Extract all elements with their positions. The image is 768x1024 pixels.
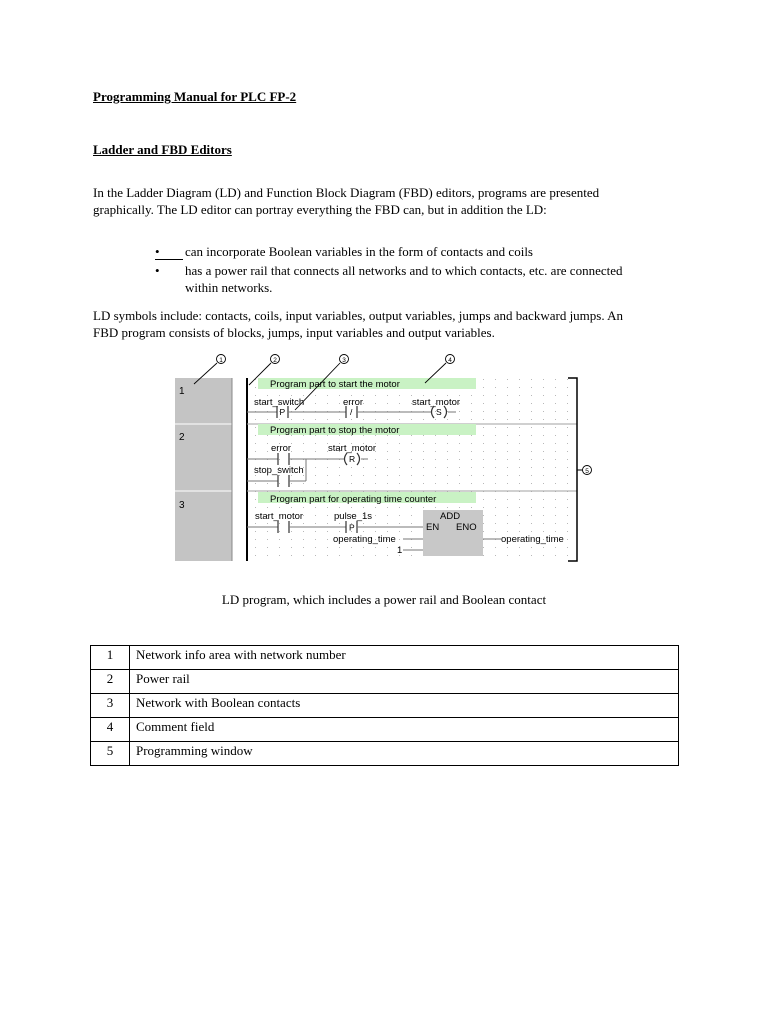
legend-table [90, 645, 679, 766]
table-row [91, 742, 679, 766]
symbols-line-1: LD symbols include: contacts, coils, input variables, output variables, jumps and backward jumps. An [93, 308, 624, 323]
document-title: Programming Manual for PLC FP-2 [93, 89, 297, 104]
intro-line-2: graphically. The LD editor can portray everything the FBD can, but in addition the LD: [93, 202, 547, 217]
table-row [91, 646, 679, 670]
variable-label: operating_time [333, 534, 396, 545]
legend-description: Comment field [130, 718, 679, 742]
legend-description: Network with Boolean contacts [130, 694, 679, 718]
network-number: 1 [179, 386, 185, 397]
callout-number: 1 [219, 356, 223, 364]
variable-label: pulse_1s [334, 511, 373, 522]
intro-line-1: In the Ladder Diagram (LD) and Function Block Diagram (FBD) editors, programs are presented [93, 185, 600, 200]
variable-label: start_switch [254, 397, 305, 408]
variable-label: 1 [397, 545, 403, 556]
variable-label: error [343, 397, 364, 408]
bullet-item: can incorporate Boolean variables in the form of contacts and coils [185, 244, 533, 259]
table-row [91, 718, 679, 742]
variable-label: start_motor [255, 511, 304, 522]
variable-label: operating_time [501, 534, 564, 545]
network-info-area [175, 378, 232, 561]
coil-symbol: R [349, 454, 356, 464]
legend-description: Power rail [130, 670, 679, 694]
table-row [91, 670, 679, 694]
callout-number: 5 [585, 467, 589, 475]
block-input: EN [426, 522, 440, 533]
bullet-icon: • [155, 263, 160, 278]
comment-text: Program part to start the motor [270, 379, 400, 390]
table-row [91, 694, 679, 718]
legend-number: 5 [91, 742, 130, 766]
legend-description: Network info area with network number [130, 646, 679, 670]
section-heading: Ladder and FBD Editors [93, 142, 232, 157]
callout-number: 2 [273, 356, 277, 364]
legend-number: 3 [91, 694, 130, 718]
callout-number: 3 [342, 356, 346, 364]
variable-label: error [271, 443, 292, 454]
block-name: ADD [440, 511, 461, 522]
bullet-item: has a power rail that connects all networks and to which contacts, etc. are connected [185, 263, 623, 278]
contact-symbol: / [350, 407, 353, 417]
legend-number: 1 [91, 646, 130, 670]
variable-label: start_motor [412, 397, 461, 408]
legend-description: Programming window [130, 742, 679, 766]
ld-diagram [150, 348, 610, 568]
variable-label: start_motor [328, 443, 377, 454]
comment-text: Program part to stop the motor [270, 425, 400, 436]
bullet-icon: • [155, 244, 160, 259]
symbols-line-2: FBD program consists of blocks, jumps, input variables and output variables. [93, 325, 495, 340]
legend-number: 4 [91, 718, 130, 742]
network-number: 2 [179, 432, 185, 443]
variable-label: stop_switch [254, 465, 304, 476]
bullet-underline [155, 259, 183, 260]
network-number: 3 [179, 500, 185, 511]
bullet-item-continuation: within networks. [185, 280, 273, 295]
legend-number: 2 [91, 670, 130, 694]
callout-number: 4 [448, 356, 452, 364]
contact-symbol: P [279, 407, 286, 417]
block-output: ENO [456, 522, 477, 533]
comment-text: Program part for operating time counter [270, 494, 437, 505]
coil-symbol: S [436, 407, 442, 417]
figure-caption: LD program, which includes a power rail and Boolean contact [221, 592, 547, 607]
contact-symbol: P [349, 522, 355, 533]
